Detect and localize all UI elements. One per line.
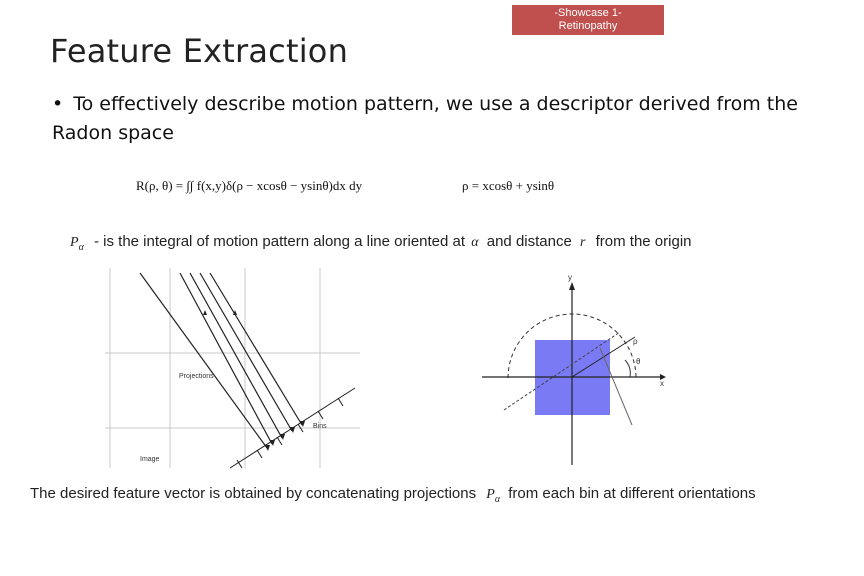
y-axis-arrow <box>569 282 575 290</box>
footer-p-alpha-symbol: $P_\alpha$ <box>486 487 501 505</box>
footer-part1: The desired feature vector is obtained by concatenating projections <box>30 485 477 502</box>
showcase-badge <box>512 5 664 35</box>
theta-label: θ <box>636 357 641 366</box>
description-part1: - is the integral of motion pattern along a line oriented at <box>93 233 466 250</box>
slide-title: Feature Extraction <box>50 32 349 70</box>
y-label: y <box>568 273 572 282</box>
rho-equation-text: ρ = xcosθ + ysinθ <box>462 178 555 193</box>
bullet-text: To effectively describe motion pattern, we use a descriptor derived from the Radon space <box>52 93 798 144</box>
description-part2: and distance <box>486 233 572 250</box>
x-label: x <box>660 379 664 388</box>
image-grid <box>105 268 360 468</box>
footer-line <box>30 485 756 505</box>
projection-diagram <box>105 268 365 473</box>
r-symbol: r <box>580 235 586 250</box>
bullet-marker: • <box>52 93 64 115</box>
rho-equation <box>462 178 554 194</box>
description-line <box>70 233 692 253</box>
badge-text: -Showcase 1- Retinopathy <box>554 7 622 32</box>
bins-label: Bins <box>313 423 327 430</box>
radon-equation-text: R(ρ, θ) = ∫∫ f(x,y)δ(ρ − xcosθ − ysinθ)dx dy <box>136 178 363 193</box>
theta-arc <box>625 360 630 377</box>
footer-part2: from each bin at different orientations <box>508 485 756 502</box>
projections-label: Projections <box>179 373 214 380</box>
radon-geometry-diagram <box>480 270 670 470</box>
image-label: Image <box>140 456 160 463</box>
rho-label: ρ <box>633 337 638 346</box>
projection-lines <box>140 273 302 448</box>
alpha-symbol: α <box>471 235 479 250</box>
p-alpha-symbol: $P_\alpha$ <box>70 235 84 253</box>
bullet-point <box>52 90 822 148</box>
description-part3: from the origin <box>595 233 692 250</box>
radon-equation <box>136 178 362 194</box>
